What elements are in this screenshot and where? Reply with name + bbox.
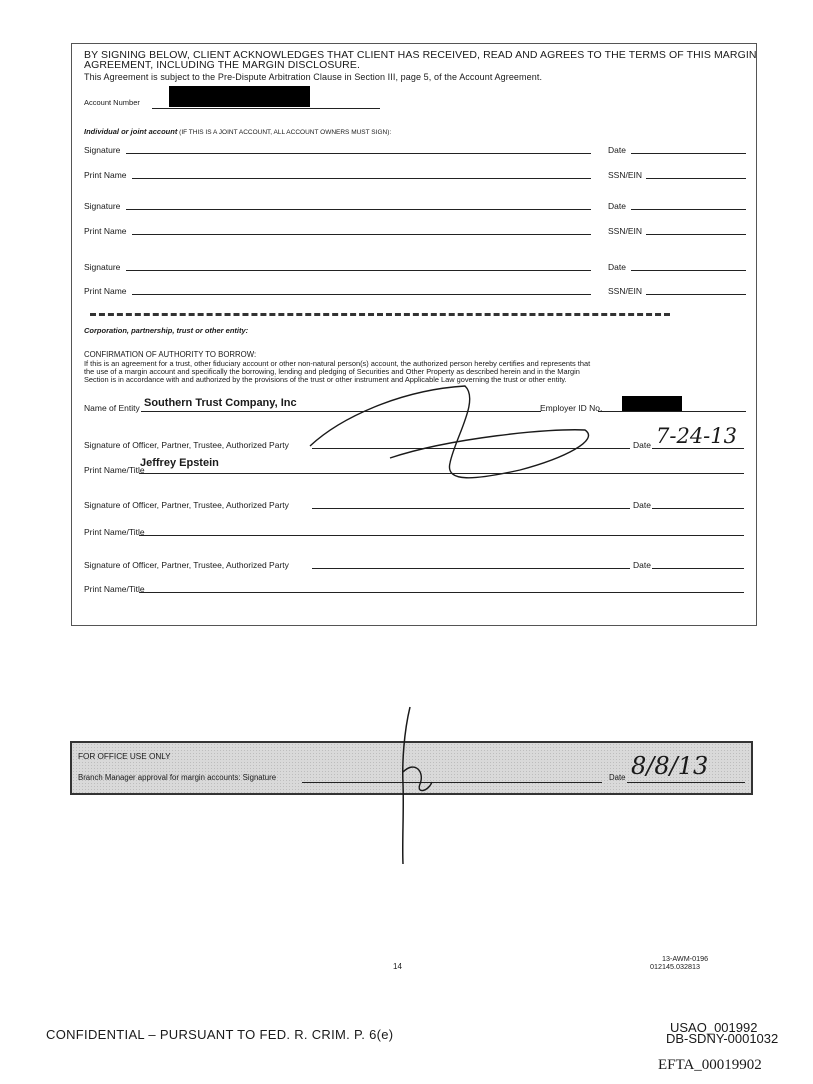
office-date-label: Date [609,773,626,782]
print-name-title-value: Jeffrey Epstein [140,457,219,469]
signature-label-1: Signature [84,145,121,155]
ssn-label-2: SSN/EIN [608,226,643,236]
print-name-label-1: Print Name [84,170,127,180]
signature-label-2: Signature [84,201,121,211]
account-number-line[interactable] [152,108,380,109]
officer-signature-label-3: Signature of Officer, Partner, Trustee, Authorized Party [84,560,289,570]
bates-number-2: DB-SDNY-0001032 [666,1031,779,1046]
bates-number-1: USAO_001992 [670,1020,758,1035]
signature-line-3[interactable] [126,270,591,271]
office-use-title: FOR OFFICE USE ONLY [78,752,171,761]
ssn-line-1[interactable] [646,178,746,179]
name-of-entity-label: Name of Entity [84,403,140,413]
date-label-2: Date [608,201,626,211]
manager-signature-scribble [370,702,470,870]
ssn-label-1: SSN/EIN [608,170,643,180]
bates-number-3: EFTA_00019902 [658,1057,762,1073]
print-name-title-line-2[interactable] [139,535,744,536]
officer-signature-line-2[interactable] [312,508,630,509]
employer-id-line[interactable] [598,411,746,412]
signature-scribble [300,378,603,488]
branch-manager-approval-label: Branch Manager approval for margin accounts: Signature [78,773,277,782]
date-line-3[interactable] [631,270,746,271]
print-name-title-label-3: Print Name/Title [84,584,145,594]
arbitration-clause-note: This Agreement is subject to the Pre-Dispute Arbitration Clause in Section III, page 5, of the Account Agreement. [84,72,543,82]
section-divider [90,313,670,316]
name-of-entity-value: Southern Trust Company, Inc [144,397,297,409]
office-date-line[interactable] [627,782,745,783]
handwritten-date-1: 7-24-13 [656,424,737,448]
date-label-3: Date [608,262,626,272]
corporation-heading: Corporation, partnership, trust or other entity: [84,326,249,335]
ssn-line-2[interactable] [646,234,746,235]
page-number: 14 [393,962,402,971]
acknowledgement-line-1: BY SIGNING BELOW, CLIENT ACKNOWLEDGES THAT CLIENT HAS RECEIVED, READ AND AGREES TO THE TERMS OF THIS MARGIN [84,49,757,61]
print-name-line-1[interactable] [132,178,591,179]
print-name-label-3: Print Name [84,286,127,296]
individual-heading-note: (IF THIS IS A JOINT ACCOUNT, ALL ACCOUNT OWNERS MUST SIGN): [177,129,392,136]
handwritten-date-2: 8/8/13 [631,752,709,780]
confirmation-text-2: the use of a margin account and specifically the borrowing, lending and pledging of Securities and Other Property as described herein and in the Margin [84,367,580,376]
date-line-1[interactable] [631,153,746,154]
print-name-title-label-2: Print Name/Title [84,527,145,537]
officer-date-label-3: Date [633,560,651,570]
date-label-1: Date [608,145,626,155]
print-name-title-label-1: Print Name/Title [84,465,145,475]
confirmation-text-1: If this is an agreement for a trust, other fiduciary account or other non-natural person(s) account, the authorized person hereby certifies and represents that [84,359,591,368]
signature-line-2[interactable] [126,209,591,210]
employer-id-label: Employer ID No. [540,403,603,413]
officer-signature-line-3[interactable] [312,568,630,569]
confirmation-text-3: Section is in accordance with and authorized by the provisions of the trust or other instrument and Applicable Law governing the trust or other entity. [84,375,567,384]
officer-date-line-2[interactable] [652,508,744,509]
acknowledgement-line-2: AGREEMENT, INCLUDING THE MARGIN DISCLOSURE. [84,59,360,71]
officer-date-line-1[interactable] [652,448,744,449]
officer-signature-label-1: Signature of Officer, Partner, Trustee, Authorized Party [84,440,289,450]
individual-heading-bold: Individual or joint account [84,127,178,136]
date-line-2[interactable] [631,209,746,210]
confirmation-title: CONFIRMATION OF AUTHORITY TO BORROW: [84,350,257,359]
ssn-line-3[interactable] [646,294,746,295]
employer-id-redaction [622,396,682,411]
account-number-redaction [169,86,310,107]
signature-label-3: Signature [84,262,121,272]
individual-account-heading [84,127,391,136]
form-code-2: 012145.032813 [650,962,700,971]
ssn-label-3: SSN/EIN [608,286,643,296]
form-code-1: 13-AWM-0196 [662,954,709,963]
account-number-label: Account Number [84,98,140,107]
print-name-title-line-3[interactable] [139,592,744,593]
officer-signature-label-2: Signature of Officer, Partner, Trustee, Authorized Party [84,500,289,510]
print-name-label-2: Print Name [84,226,127,236]
officer-date-label-1: Date [633,440,651,450]
officer-date-line-3[interactable] [652,568,744,569]
officer-date-label-2: Date [633,500,651,510]
signature-line-1[interactable] [126,153,591,154]
print-name-line-3[interactable] [132,294,591,295]
confidential-notice: CONFIDENTIAL – PURSUANT TO FED. R. CRIM. P. 6(e) [46,1027,394,1042]
print-name-line-2[interactable] [132,234,591,235]
print-name-title-line-1[interactable] [139,473,744,474]
